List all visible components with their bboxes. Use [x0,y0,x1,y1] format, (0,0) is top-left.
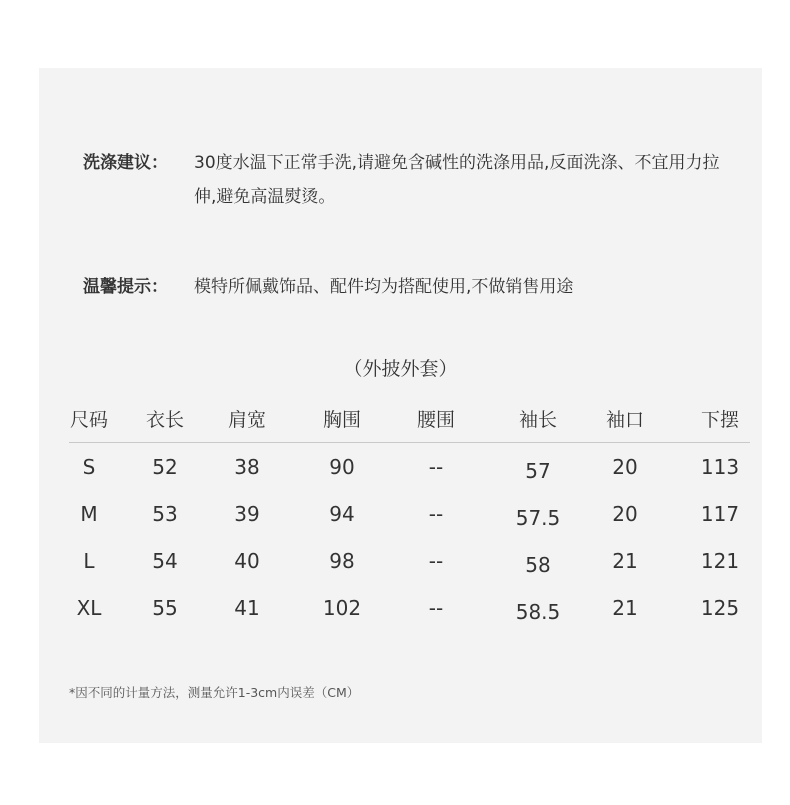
header-cell-waist: 腰围 [416,408,455,431]
table-cell: -- [428,501,444,526]
table-row [69,537,750,584]
table-cell: 90 [329,454,355,479]
warm-tips-label: 温馨提示： [83,277,168,297]
table-cell: 57 [525,458,551,483]
header-cell-length: 衣长 [145,408,184,431]
table-cell: 57.5 [515,505,561,530]
table-cell: 41 [234,595,260,620]
table-cell: -- [428,548,444,573]
table-cell: 98 [329,548,355,573]
size-table [69,394,750,631]
table-cell: XL [76,595,102,620]
header-cell-hem: 下摆 [700,408,739,431]
header-cell-bust: 胸围 [322,408,361,431]
table-cell: 38 [234,454,260,479]
table-cell: 21 [612,548,638,573]
table-cell: 102 [322,595,362,620]
table-row [69,443,750,490]
table-cell: 117 [700,501,740,526]
table-cell: 113 [700,454,740,479]
table-cell: M [80,501,98,526]
measurement-footnote: *因不同的计量方法，测量允许1-3cm内误差（CM） [69,685,360,700]
wash-advice-text: 30度水温下正常手洗,请避免含碱性的洗涤用品,反面洗涤、不宜用力拉伸,避免高温熨烫。 [194,153,720,207]
table-cell: 58 [525,552,551,577]
table-cell: 52 [152,454,178,479]
table-cell: 94 [329,501,355,526]
table-cell: -- [428,595,444,620]
table-cell: 58.5 [515,599,561,624]
table-row [69,584,750,631]
size-table-header-row [69,394,750,443]
table-cell: S [82,454,96,479]
table-cell: 55 [152,595,178,620]
table-cell: 125 [700,595,740,620]
table-cell: 54 [152,548,178,573]
table-cell: 21 [612,595,638,620]
table-cell: 53 [152,501,178,526]
warm-tips-text: 模特所佩戴饰品、配件均为搭配使用,不做销售用途 [194,277,574,297]
header-cell-cuff: 袖口 [605,408,644,431]
table-cell: 20 [612,501,638,526]
wash-advice-label: 洗涤建议： [83,153,168,173]
table-cell: 40 [234,548,260,573]
table-cell: 39 [234,501,260,526]
table-cell: -- [428,454,444,479]
header-cell-size: 尺码 [69,408,108,431]
header-cell-sleeve-length: 袖长 [518,408,557,431]
table-cell: 20 [612,454,638,479]
table-cell: 121 [700,548,740,573]
size-info-panel [39,68,762,743]
size-table-title: （外披外套） [343,358,458,380]
header-cell-shoulder: 肩宽 [227,408,266,431]
table-row [69,490,750,537]
table-cell: L [83,548,95,573]
